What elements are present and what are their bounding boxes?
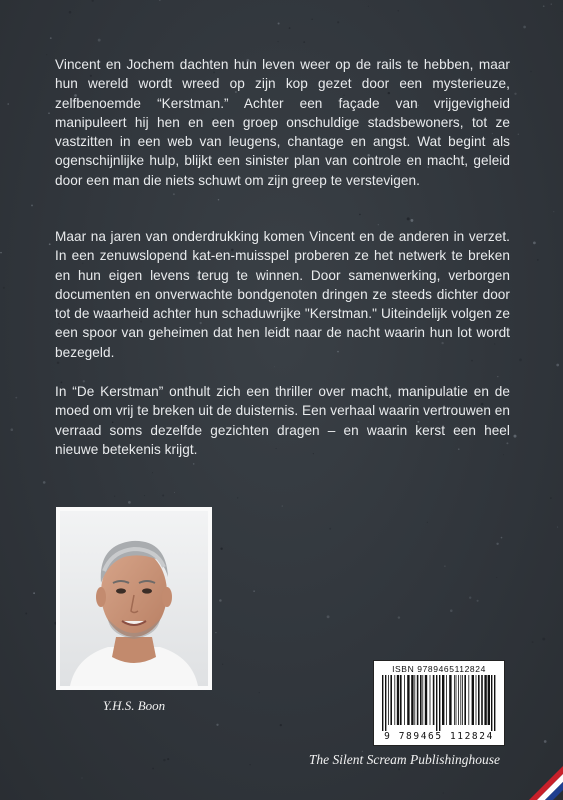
author-photo-frame	[56, 507, 212, 690]
flag-corner-icon	[493, 730, 563, 800]
publisher-name: The Silent Scream Publishinghouse	[308, 752, 500, 767]
isbn-label: ISBN 9789465112824	[392, 664, 486, 674]
author-name: Y.H.S. Boon	[102, 698, 166, 713]
barcode-bars	[380, 675, 498, 731]
isbn-barcode	[373, 660, 505, 746]
author-portrait-image	[60, 511, 208, 686]
blurb-paragraph-2: Maar na jaren van onderdrukking komen Vincent en de anderen in verzet. In een zenuwslopend kat-en-muisspel proberen ze het netwerk te breken en hun eigen levens terug te winnen. Door samenwerking, verborgen documenten en onverwachte bondgenoten dringen ze steeds dichter door tot de waarheid achter hun schaduwrijke "Kerstman." Uiteindelijk volgen ze een spoor van geheimen dat hen leidt naar de nacht waarin hun lot wordt bezegeld.	[55, 229, 510, 360]
blurb-paragraph-1: Vincent en Jochem dachten hun leven weer op de rails te hebben, maar hun wereld wordt wreed op zijn kop gezet door een mysterieuze, zelfbenoemde “Kerstman.” Achter een façade van vrijgevigheid manipuleert hij hen en een groep onschuldige stadsbewoners, tot ze vastzitten in een web van leugens, chantage en angst. Wat begint als ogenschijnlijke hulp, blijkt een sinister plan van controle en macht, geleid door een man die niets schuwt om zijn greep te verstevigen.	[55, 57, 510, 188]
dutch-flag-ribbon	[493, 730, 563, 800]
barcode-digits: 9 789465 112824	[384, 731, 494, 742]
author-photo	[60, 511, 208, 686]
blurb-paragraph-3: In “De Kerstman” onthult zich een thriller over macht, manipulatie en de moed om vrij te breken uit de duisternis. Een verhaal waarin vertrouwen en verraad soms dezelfde gezichten dragen – en waarin kerst een heel nieuwe betekenis krijgt.	[55, 384, 510, 457]
